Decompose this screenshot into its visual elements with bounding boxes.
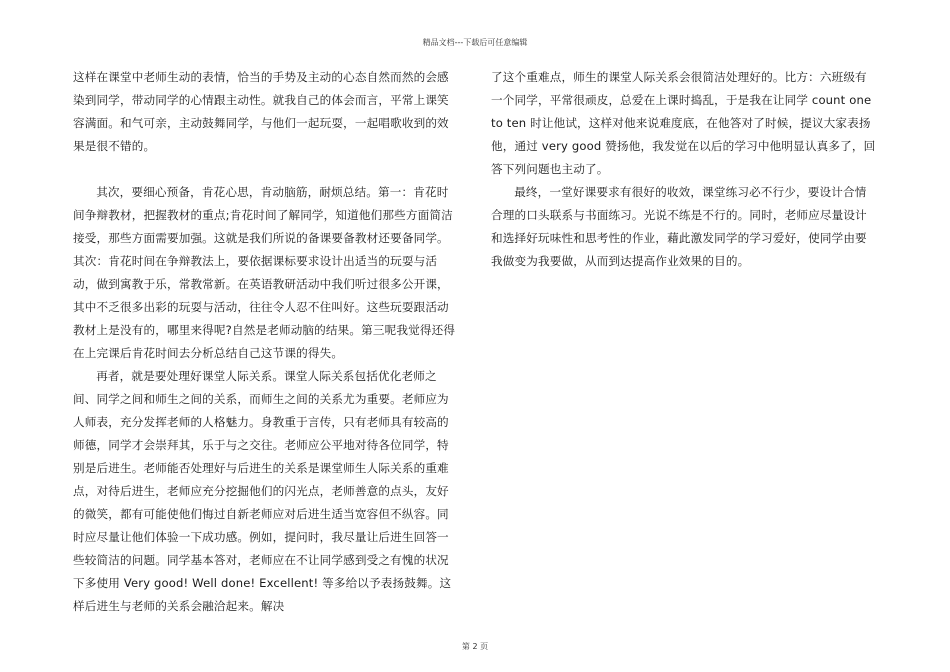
page-number: 第 2 页: [461, 642, 489, 651]
page-header: 精品文档---下载后可任意编辑: [422, 38, 528, 47]
paragraph-continuation: 这样在课堂中老师生动的表情，恰当的手势及主动的心态自然而然的会感染到同学，带动同学的心情跟主动性。就我自己的体会而言，平常上课笑容满面。和气可亲，主动鼓舞同学，与他们一起玩耍，一起唱歌收到的效果是很不错的。: [73, 70, 449, 153]
left-column: [73, 66, 459, 618]
paragraph-preparation: 其次，要细心预备，肯花心思，肯动脑筋，耐烦总结。第一：肯花时间争辩教材，把握教材的重点;肯花时间了解同学，知道他们那些方面简洁接受，那些方面需要加强。这就是我们所说的备课要备教材还要备同学。其次：肯花时间在争辩教法上，要依据课标要求设计出适当的玩耍与活动，做到寓教于乐，常教常新。在英语教研活动中我们听过很多公开课，其中不乏很多出彩的玩耍与活动，往往令人忍不住叫好。这些玩耍跟活动教材上是没有的，哪里来得呢?自然是老师动脑的结果。第三呢我觉得还得在上完课后肯花时间去分析总结自己这节课的得失。: [73, 185, 456, 360]
right-column: [491, 66, 877, 273]
paragraph-conclusion: 最终，一堂好课要求有很好的收效，课堂练习必不行少，要设计合情合理的口头联系与书面练习。光说不练是不行的。同时，老师应尽量设计和选择好玩味性和思考性的作业，藉此激发同学的学习爱好，使同学由要我做变为我要做，从而到达提高作业效果的目的。: [491, 185, 867, 268]
paragraph-example: 了这个重难点，师生的课堂人际关系会很简洁处理好的。比方：六班级有一个同学，平常很顽皮，总爱在上课时捣乱，于是我在让同学 count one to ten 时让他试，这样对他来说难度底，在他答对了时候，提议大家表扬他，通过 very good 赞扬他，我发觉在以后的学习中他明显认真多了，回答下列问题也主动了。: [491, 70, 876, 176]
paragraph-relationships: 再者，就是要处理好课堂人际关系。课堂人际关系包括优化老师之间、同学之间和师生之间的关系，而师生之间的关系尤为重要。老师应为人师表，充分发挥老师的人格魅力。身教重于言传，只有老师具有较高的师德，同学才会崇拜其，乐于与之交往。老师应公平地对待各位同学，特别是后进生。老师能否处理好与后进生的关系是课堂师生人际关系的重难点，对待后进生，老师应充分挖掘他们的闪光点，老师善意的点头，友好的微笑，都有可能使他们悔过自新老师应对后进生适当宽容但不纵容。同时应尽量让他们体验一下成功感。例如，提问时，我尽量让后进生回答一些较简洁的问题。同学基本答对，老师应在不让同学感到受之有愧的状况下多使用 Very good! Well done! Excellent! 等多给以予表扬鼓舞。这样后进生与老师的关系会融洽起来。解决: [73, 369, 452, 613]
